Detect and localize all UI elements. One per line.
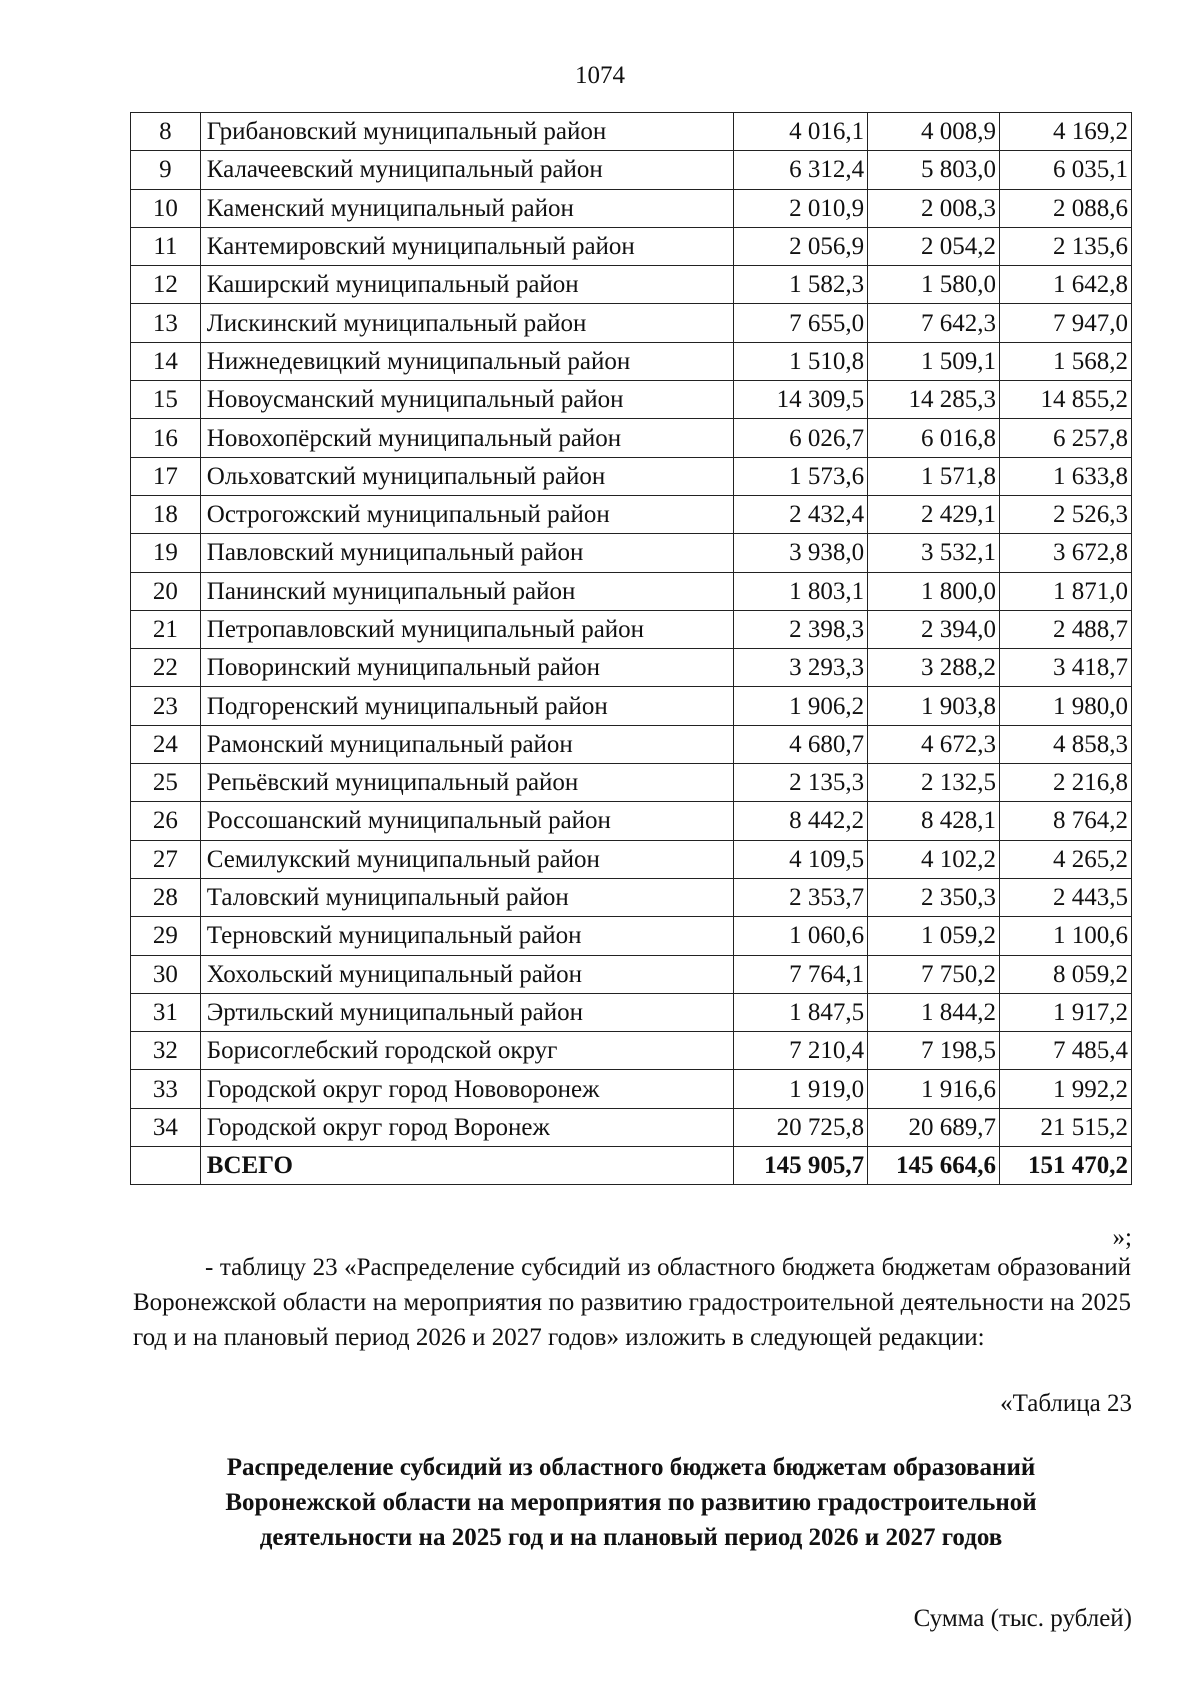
row-number: 13 <box>131 304 201 342</box>
table-row <box>131 955 1132 993</box>
table-row <box>131 725 1132 763</box>
value-2027: 151 470,2 <box>1000 1147 1132 1185</box>
table-row <box>131 266 1132 304</box>
value-2027: 8 764,2 <box>1000 802 1132 840</box>
row-number: 22 <box>131 649 201 687</box>
heading-line: деятельности на 2025 год и на плановый период 2026 и 2027 годов <box>259 1524 1003 1551</box>
value-2025: 3 938,0 <box>733 534 867 572</box>
value-2026: 5 803,0 <box>868 151 1000 189</box>
value-2025: 8 442,2 <box>733 802 867 840</box>
table-row <box>131 151 1132 189</box>
district-name: Каменский муниципальный район <box>200 189 733 227</box>
value-2027: 1 568,2 <box>1000 342 1132 380</box>
value-2026: 1 059,2 <box>868 917 1000 955</box>
value-2026: 2 054,2 <box>868 227 1000 265</box>
value-2027: 1 633,8 <box>1000 457 1132 495</box>
district-name: Острогожский муниципальный район <box>200 495 733 533</box>
value-2027: 21 515,2 <box>1000 1108 1132 1146</box>
district-name: Каширский муниципальный район <box>200 266 733 304</box>
value-2025: 1 847,5 <box>733 993 867 1031</box>
value-2026: 1 916,6 <box>868 1070 1000 1108</box>
value-2025: 6 312,4 <box>733 151 867 189</box>
row-number: 17 <box>131 457 201 495</box>
value-2025: 7 764,1 <box>733 955 867 993</box>
row-number: 23 <box>131 687 201 725</box>
value-2026: 2 008,3 <box>868 189 1000 227</box>
value-2027: 2 488,7 <box>1000 610 1132 648</box>
value-2027: 3 418,7 <box>1000 649 1132 687</box>
table-body <box>131 113 1132 1185</box>
value-2025: 3 293,3 <box>733 649 867 687</box>
value-2025: 2 056,9 <box>733 227 867 265</box>
district-name: Семилукский муниципальный район <box>200 840 733 878</box>
value-2025: 4 109,5 <box>733 840 867 878</box>
district-name: Калачеевский муниципальный район <box>200 151 733 189</box>
table-row <box>131 457 1132 495</box>
district-name: Ольховатский муниципальный район <box>200 457 733 495</box>
district-name: Лискинский муниципальный район <box>200 304 733 342</box>
subsidy-table <box>130 112 1132 1185</box>
value-2027: 2 443,5 <box>1000 878 1132 916</box>
value-2025: 1 510,8 <box>733 342 867 380</box>
table-row <box>131 419 1132 457</box>
district-name: Хохольский муниципальный район <box>200 955 733 993</box>
district-name: Таловский муниципальный район <box>200 878 733 916</box>
table-row <box>131 1032 1132 1070</box>
unit-label: Сумма (тыс. рублей) <box>913 1605 1132 1632</box>
closing-quote: »; <box>1112 1224 1132 1251</box>
value-2025: 2 010,9 <box>733 189 867 227</box>
table-row <box>131 227 1132 265</box>
value-2025: 145 905,7 <box>733 1147 867 1185</box>
row-number: 32 <box>131 1032 201 1070</box>
row-number: 18 <box>131 495 201 533</box>
value-2026: 2 350,3 <box>868 878 1000 916</box>
value-2026: 1 903,8 <box>868 687 1000 725</box>
value-2026: 1 800,0 <box>868 572 1000 610</box>
district-name: Репьёвский муниципальный район <box>200 764 733 802</box>
row-number: 26 <box>131 802 201 840</box>
table-row <box>131 342 1132 380</box>
row-number <box>131 1147 201 1185</box>
value-2026: 2 394,0 <box>868 610 1000 648</box>
value-2026: 2 132,5 <box>868 764 1000 802</box>
table-row <box>131 878 1132 916</box>
value-2027: 2 526,3 <box>1000 495 1132 533</box>
district-name: Новоусманский муниципальный район <box>200 381 733 419</box>
value-2026: 2 429,1 <box>868 495 1000 533</box>
row-number: 30 <box>131 955 201 993</box>
value-2027: 1 642,8 <box>1000 266 1132 304</box>
row-number: 19 <box>131 534 201 572</box>
value-2026: 145 664,6 <box>868 1147 1000 1185</box>
value-2025: 14 309,5 <box>733 381 867 419</box>
value-2026: 20 689,7 <box>868 1108 1000 1146</box>
row-number: 28 <box>131 878 201 916</box>
district-name: Терновский муниципальный район <box>200 917 733 955</box>
row-number: 15 <box>131 381 201 419</box>
value-2026: 4 102,2 <box>868 840 1000 878</box>
value-2025: 1 582,3 <box>733 266 867 304</box>
value-2026: 1 580,0 <box>868 266 1000 304</box>
value-2027: 14 855,2 <box>1000 381 1132 419</box>
value-2026: 4 008,9 <box>868 113 1000 151</box>
value-2027: 2 135,6 <box>1000 227 1132 265</box>
district-name: Рамонский муниципальный район <box>200 725 733 763</box>
heading-line: Воронежской области на мероприятия по развитию градостроительной <box>225 1489 1037 1516</box>
value-2026: 3 288,2 <box>868 649 1000 687</box>
row-number: 27 <box>131 840 201 878</box>
row-number: 20 <box>131 572 201 610</box>
row-number: 9 <box>131 151 201 189</box>
value-2027: 1 980,0 <box>1000 687 1132 725</box>
row-number: 14 <box>131 342 201 380</box>
table-row <box>131 1108 1132 1146</box>
value-2026: 8 428,1 <box>868 802 1000 840</box>
district-name: Новохопёрский муниципальный район <box>200 419 733 457</box>
value-2027: 8 059,2 <box>1000 955 1132 993</box>
district-name: Подгоренский муниципальный район <box>200 687 733 725</box>
value-2027: 6 035,1 <box>1000 151 1132 189</box>
value-2026: 6 016,8 <box>868 419 1000 457</box>
district-name: Городской округ город Нововоронеж <box>200 1070 733 1108</box>
value-2027: 3 672,8 <box>1000 534 1132 572</box>
table-row <box>131 802 1132 840</box>
value-2027: 1 100,6 <box>1000 917 1132 955</box>
row-number: 16 <box>131 419 201 457</box>
table-row <box>131 917 1132 955</box>
value-2027: 4 265,2 <box>1000 840 1132 878</box>
value-2025: 2 135,3 <box>733 764 867 802</box>
district-name: Панинский муниципальный район <box>200 572 733 610</box>
district-name: Петропавловский муниципальный район <box>200 610 733 648</box>
table-row <box>131 304 1132 342</box>
value-2025: 1 906,2 <box>733 687 867 725</box>
value-2027: 7 947,0 <box>1000 304 1132 342</box>
table-row <box>131 381 1132 419</box>
table-row <box>131 764 1132 802</box>
value-2025: 1 060,6 <box>733 917 867 955</box>
value-2025: 6 026,7 <box>733 419 867 457</box>
value-2025: 2 398,3 <box>733 610 867 648</box>
amendment-paragraph: - таблицу 23 «Распределение субсидий из областного бюджета бюджетам образований Воронежской области на мероприятия по развитию градостроительной деятельности на 2025 год и на плановый период 2026 и 2027 годов» изложить в следующей редакции: <box>133 1254 1131 1351</box>
district-name: Павловский муниципальный район <box>200 534 733 572</box>
value-2026: 1 844,2 <box>868 993 1000 1031</box>
value-2027: 1 917,2 <box>1000 993 1132 1031</box>
value-2025: 1 803,1 <box>733 572 867 610</box>
table-row <box>131 649 1132 687</box>
value-2025: 7 210,4 <box>733 1032 867 1070</box>
page-number: 1074 <box>575 62 625 89</box>
value-2026: 1 509,1 <box>868 342 1000 380</box>
value-2026: 14 285,3 <box>868 381 1000 419</box>
value-2026: 7 642,3 <box>868 304 1000 342</box>
table-row <box>131 687 1132 725</box>
table-row <box>131 610 1132 648</box>
value-2027: 6 257,8 <box>1000 419 1132 457</box>
district-name: Грибановский муниципальный район <box>200 113 733 151</box>
table-row <box>131 993 1132 1031</box>
row-number: 12 <box>131 266 201 304</box>
value-2025: 1 573,6 <box>733 457 867 495</box>
table-reference: «Таблица 23 <box>1000 1390 1132 1417</box>
value-2027: 2 088,6 <box>1000 189 1132 227</box>
district-name: Кантемировский муниципальный район <box>200 227 733 265</box>
total-row <box>131 1147 1132 1185</box>
heading-line: Распределение субсидий из областного бюджета бюджетам образований <box>226 1454 1036 1481</box>
value-2027: 4 858,3 <box>1000 725 1132 763</box>
value-2027: 7 485,4 <box>1000 1032 1132 1070</box>
table-row <box>131 534 1132 572</box>
value-2025: 1 919,0 <box>733 1070 867 1108</box>
table-heading <box>130 1450 1132 1555</box>
value-2026: 1 571,8 <box>868 457 1000 495</box>
value-2027: 2 216,8 <box>1000 764 1132 802</box>
row-number: 21 <box>131 610 201 648</box>
district-name: Городской округ город Воронеж <box>200 1108 733 1146</box>
district-name: Эртильский муниципальный район <box>200 993 733 1031</box>
value-2025: 20 725,8 <box>733 1108 867 1146</box>
row-number: 34 <box>131 1108 201 1146</box>
row-number: 33 <box>131 1070 201 1108</box>
value-2026: 3 532,1 <box>868 534 1000 572</box>
table-row <box>131 572 1132 610</box>
value-2027: 1 871,0 <box>1000 572 1132 610</box>
value-2026: 4 672,3 <box>868 725 1000 763</box>
value-2025: 2 432,4 <box>733 495 867 533</box>
value-2025: 4 016,1 <box>733 113 867 151</box>
row-number: 29 <box>131 917 201 955</box>
row-number: 24 <box>131 725 201 763</box>
value-2025: 7 655,0 <box>733 304 867 342</box>
table-row <box>131 1070 1132 1108</box>
value-2027: 4 169,2 <box>1000 113 1132 151</box>
district-name: ВСЕГО <box>200 1147 733 1185</box>
table-row <box>131 495 1132 533</box>
value-2025: 2 353,7 <box>733 878 867 916</box>
row-number: 25 <box>131 764 201 802</box>
table-row <box>131 113 1132 151</box>
district-name: Борисоглебский городской округ <box>200 1032 733 1070</box>
row-number: 8 <box>131 113 201 151</box>
table-row <box>131 840 1132 878</box>
value-2026: 7 750,2 <box>868 955 1000 993</box>
district-name: Россошанский муниципальный район <box>200 802 733 840</box>
row-number: 31 <box>131 993 201 1031</box>
district-name: Нижнедевицкий муниципальный район <box>200 342 733 380</box>
row-number: 11 <box>131 227 201 265</box>
value-2027: 1 992,2 <box>1000 1070 1132 1108</box>
district-name: Поворинский муниципальный район <box>200 649 733 687</box>
value-2026: 7 198,5 <box>868 1032 1000 1070</box>
value-2025: 4 680,7 <box>733 725 867 763</box>
table-row <box>131 189 1132 227</box>
row-number: 10 <box>131 189 201 227</box>
